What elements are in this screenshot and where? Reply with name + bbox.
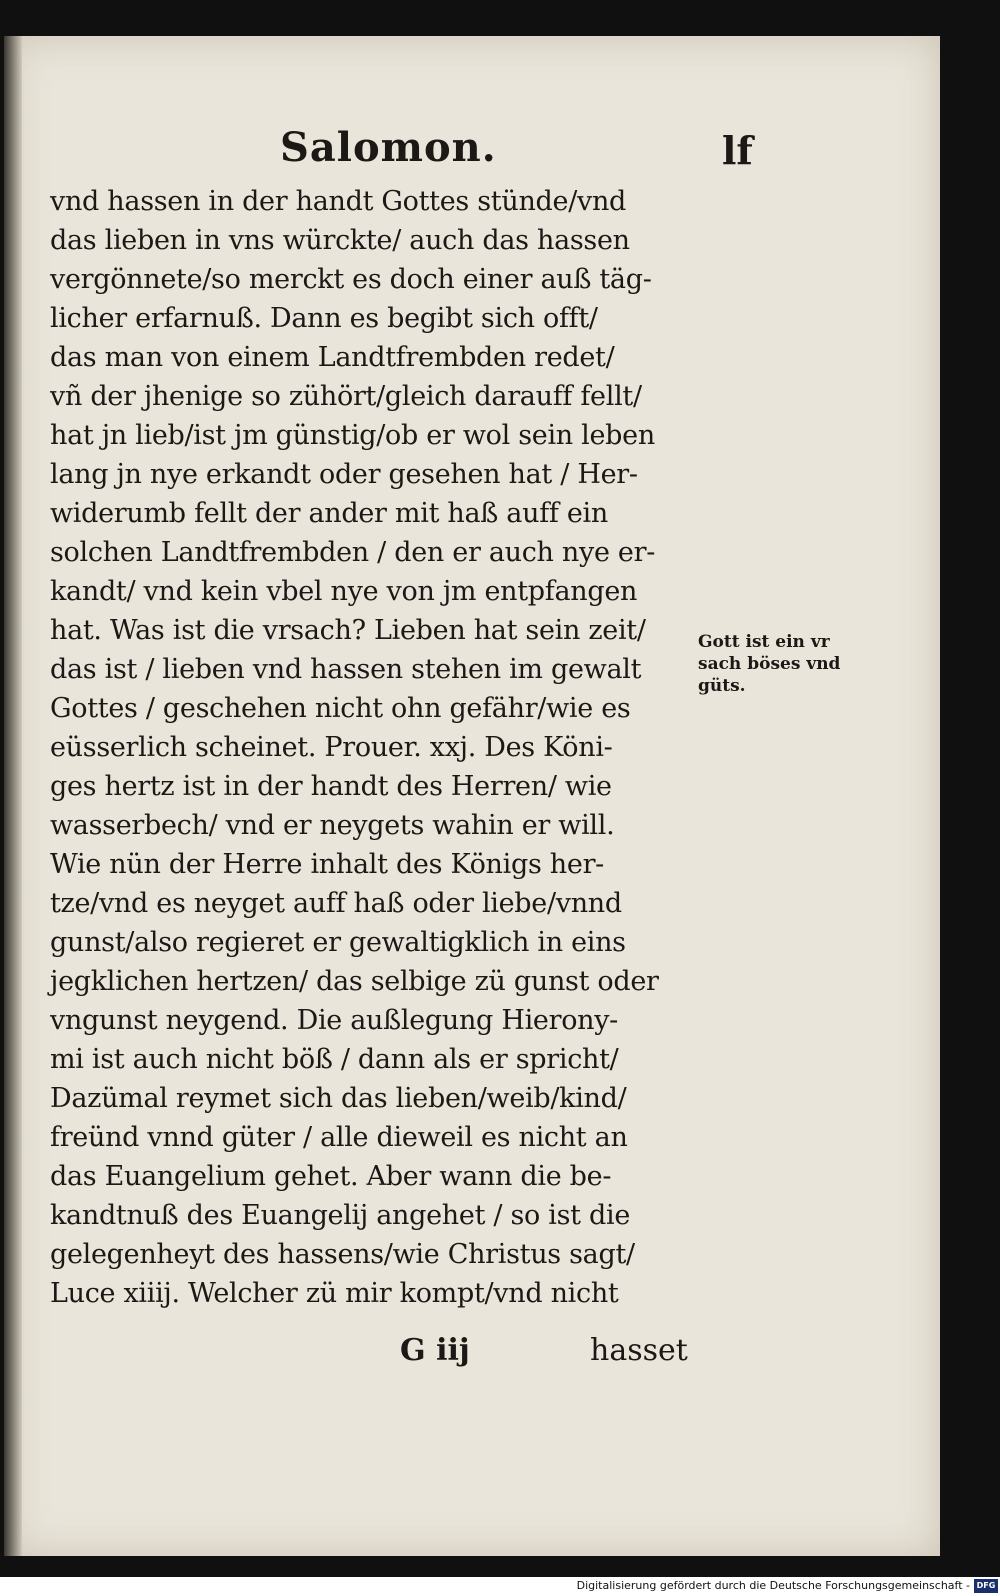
text-line: Dazümal reymet sich das lieben/weib/kind/	[50, 1083, 627, 1114]
footer-bar	[0, 1577, 1000, 1596]
marginal-note-line: sach böses vnd	[698, 654, 841, 674]
marginal-note-line: Gott ist ein vr	[698, 632, 830, 652]
text-line: Wie nün der Herre inhalt des Königs her-	[50, 849, 604, 880]
signature-mark: G iij	[400, 1333, 470, 1368]
marginal-note-line: güts.	[698, 676, 746, 696]
text-line: vngunst neygend. Die außlegung Hierony-	[50, 1005, 619, 1036]
text-line: tze/vnd es neyget auff haß oder liebe/vnnd	[50, 888, 622, 919]
text-line: kandt/ vnd kein vbel nye von jm entpfangen	[50, 576, 638, 607]
dfg-logo: DFG	[974, 1579, 998, 1593]
text-line: eüsserlich scheinet. Prouer. xxj. Des Köni-	[50, 732, 613, 763]
text-line: hat jn lieb/ist jm günstig/ob er wol sein leben	[50, 420, 655, 451]
text-line: das man von einem Landtfrembden redet/	[50, 342, 615, 373]
folio-number: lf	[722, 128, 753, 173]
text-line: vñ der jhenige so zühört/gleich darauff fellt/	[50, 381, 642, 412]
text-line: hat. Was ist die vrsach? Lieben hat sein zeit/	[50, 615, 646, 646]
text-line: vergönnete/so merckt es doch einer auß täg-	[50, 264, 652, 295]
text-line: wasserbech/ vnd er neygets wahin er will.	[50, 810, 615, 841]
text-line: Luce xiiij. Welcher zü mir kompt/vnd nicht	[50, 1278, 619, 1309]
text-line: ges hertz ist in der handt des Herren/ wie	[50, 771, 612, 802]
funding-credit: Digitalisierung gefördert durch die Deutsche Forschungsgemeinschaft -	[576, 1579, 970, 1592]
body-text	[50, 182, 730, 1313]
text-line: freünd vnnd güter / alle dieweil es nicht an	[50, 1122, 628, 1153]
marginal-note	[698, 631, 878, 697]
running-head: Salomon.	[280, 124, 497, 171]
text-line: mi ist auch nicht böß / dann als er spricht/	[50, 1044, 619, 1075]
text-line: das lieben in vns würckte/ auch das hassen	[50, 225, 630, 256]
book-page	[10, 36, 940, 1556]
catchword: hasset	[590, 1333, 688, 1368]
page-gutter-shadow	[4, 36, 22, 1556]
text-line: solchen Landtfrembden / den er auch nye er-	[50, 537, 656, 568]
text-line: gelegenheyt des hassens/wie Christus sagt/	[50, 1239, 635, 1270]
text-line: das ist / lieben vnd hassen stehen im gewalt	[50, 654, 642, 685]
text-line: vnd hassen in der handt Gottes stünde/vnd	[50, 186, 627, 217]
text-line: das Euangelium gehet. Aber wann die be-	[50, 1161, 612, 1192]
text-line: jegklichen hertzen/ das selbige zü gunst oder	[50, 966, 659, 997]
text-line: licher erfarnuß. Dann es begibt sich offt/	[50, 303, 598, 334]
text-line: Gottes / geschehen nicht ohn gefähr/wie es	[50, 693, 631, 724]
text-line: lang jn nye erkandt oder gesehen hat / Her-	[50, 459, 638, 490]
text-line: kandtnuß des Euangelij angehet / so ist die	[50, 1200, 630, 1231]
text-line: gunst/also regieret er gewaltigklich in eins	[50, 927, 626, 958]
text-line: widerumb fellt der ander mit haß auff ein	[50, 498, 608, 529]
